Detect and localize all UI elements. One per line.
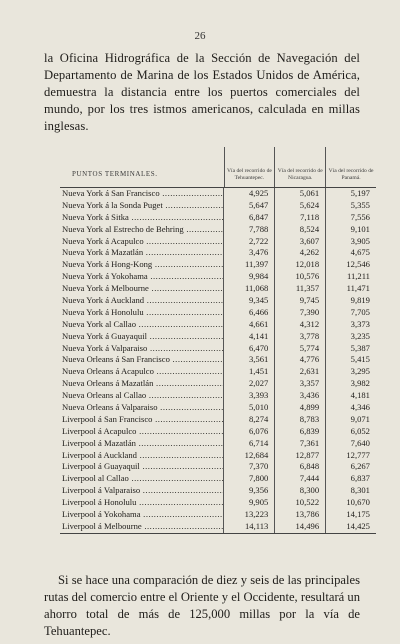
table-row <box>60 295 376 307</box>
tehuantepec-cell: 6,076 <box>223 426 274 438</box>
panama-cell: 4,675 <box>325 247 376 259</box>
panama-cell: 6,052 <box>325 426 376 438</box>
table-row <box>60 354 376 366</box>
panama-cell: 11,471 <box>325 283 376 295</box>
nicaragua-cell: 7,118 <box>274 212 325 224</box>
tehuantepec-cell: 7,800 <box>223 473 274 485</box>
tehuantepec-cell: 8,274 <box>223 414 274 426</box>
page-number: 26 <box>194 30 206 42</box>
nicaragua-cell: 6,848 <box>274 461 325 473</box>
route-cell: Nueva York á Guayaquil ..... <box>60 331 223 343</box>
tehuantepec-cell: 6,714 <box>223 438 274 450</box>
nicaragua-cell: 7,390 <box>274 307 325 319</box>
route-cell: Liverpool á Melbourne ..... <box>60 521 223 533</box>
header-nicaragua: Vía del recorrido de Nicaragua. <box>274 147 325 187</box>
tehuantepec-cell: 9,984 <box>223 271 274 283</box>
nicaragua-cell: 8,524 <box>274 224 325 236</box>
tehuantepec-cell: 6,470 <box>223 343 274 355</box>
route-cell: Nueva York á Yokohama ..... <box>60 271 223 283</box>
table-row <box>60 343 376 355</box>
panama-cell: 9,101 <box>325 224 376 236</box>
route-cell: Nueva York á Melbourne ..... <box>60 283 223 295</box>
header-terminal-points: PUNTOS TERMINALES. <box>72 169 158 178</box>
panama-cell: 4,181 <box>325 390 376 402</box>
table-row <box>60 271 376 283</box>
nicaragua-cell: 8,300 <box>274 485 325 497</box>
panama-cell: 3,295 <box>325 366 376 378</box>
tehuantepec-cell: 4,925 <box>223 188 274 200</box>
tehuantepec-cell: 6,466 <box>223 307 274 319</box>
nicaragua-cell: 4,262 <box>274 247 325 259</box>
route-cell: Nueva Orleans á Acapulco ..... <box>60 366 223 378</box>
tehuantepec-cell: 2,722 <box>223 236 274 248</box>
table-row <box>60 426 376 438</box>
tehuantepec-cell: 1,451 <box>223 366 274 378</box>
panama-cell: 5,197 <box>325 188 376 200</box>
tehuantepec-cell: 14,113 <box>223 521 274 533</box>
table-header <box>60 147 376 188</box>
route-cell: Nueva York á Valparaiso ..... <box>60 343 223 355</box>
tehuantepec-cell: 9,356 <box>223 485 274 497</box>
panama-cell: 3,982 <box>325 378 376 390</box>
nicaragua-cell: 14,496 <box>274 521 325 533</box>
table-row <box>60 224 376 236</box>
nicaragua-cell: 4,776 <box>274 354 325 366</box>
nicaragua-cell: 9,745 <box>274 295 325 307</box>
nicaragua-cell: 12,877 <box>274 450 325 462</box>
panama-cell: 10,670 <box>325 497 376 509</box>
nicaragua-cell: 3,778 <box>274 331 325 343</box>
route-cell: Nueva York á Acapulco ..... <box>60 236 223 248</box>
panama-cell: 3,235 <box>325 331 376 343</box>
nicaragua-cell: 10,576 <box>274 271 325 283</box>
table-row <box>60 200 376 212</box>
route-cell: Liverpool á Valparaiso ..... <box>60 485 223 497</box>
nicaragua-cell: 5,061 <box>274 188 325 200</box>
panama-cell: 14,175 <box>325 509 376 521</box>
panama-cell: 7,705 <box>325 307 376 319</box>
route-cell: Nueva Orleans á Valparaiso ..... <box>60 402 223 414</box>
table-row <box>60 247 376 259</box>
nicaragua-cell: 12,018 <box>274 259 325 271</box>
panama-cell: 8,301 <box>325 485 376 497</box>
nicaragua-cell: 3,607 <box>274 236 325 248</box>
route-cell: Nueva York á Auckland ..... <box>60 295 223 307</box>
route-cell: Nueva York á Sitka ..... <box>60 212 223 224</box>
route-cell: Liverpool á Auckland ..... <box>60 450 223 462</box>
table-row <box>60 378 376 390</box>
tehuantepec-cell: 12,684 <box>223 450 274 462</box>
route-cell: Nueva Orleans á Mazatlán ..... <box>60 378 223 390</box>
tehuantepec-cell: 3,393 <box>223 390 274 402</box>
table-row <box>60 212 376 224</box>
panama-cell: 6,267 <box>325 461 376 473</box>
tehuantepec-cell: 9,905 <box>223 497 274 509</box>
tehuantepec-cell: 11,068 <box>223 283 274 295</box>
panama-cell: 11,211 <box>325 271 376 283</box>
panama-cell: 14,425 <box>325 521 376 533</box>
panama-cell: 5,387 <box>325 343 376 355</box>
table-row <box>60 307 376 319</box>
panama-cell: 12,777 <box>325 450 376 462</box>
tehuantepec-cell: 13,223 <box>223 509 274 521</box>
nicaragua-cell: 3,357 <box>274 378 325 390</box>
route-cell: Nueva York á Honolulu ..... <box>60 307 223 319</box>
table-row <box>60 283 376 295</box>
table-row <box>60 473 376 485</box>
nicaragua-cell: 6,839 <box>274 426 325 438</box>
nicaragua-cell: 4,899 <box>274 402 325 414</box>
table-row <box>60 402 376 414</box>
nicaragua-cell: 7,361 <box>274 438 325 450</box>
nicaragua-cell: 2,631 <box>274 366 325 378</box>
table-row <box>60 188 376 200</box>
panama-cell: 6,837 <box>325 473 376 485</box>
route-cell: Liverpool á Honolulu ..... <box>60 497 223 509</box>
panama-cell: 3,905 <box>325 236 376 248</box>
tehuantepec-cell: 5,010 <box>223 402 274 414</box>
nicaragua-cell: 10,522 <box>274 497 325 509</box>
nicaragua-cell: 3,436 <box>274 390 325 402</box>
route-cell: Liverpool á Acapulco ..... <box>60 426 223 438</box>
nicaragua-cell: 5,774 <box>274 343 325 355</box>
nicaragua-cell: 5,624 <box>274 200 325 212</box>
tehuantepec-cell: 4,661 <box>223 319 274 331</box>
table-row <box>60 331 376 343</box>
tehuantepec-cell: 7,788 <box>223 224 274 236</box>
table-row <box>60 366 376 378</box>
route-cell: Nueva Orleans á San Francisco ..... <box>60 354 223 366</box>
tehuantepec-cell: 3,561 <box>223 354 274 366</box>
tehuantepec-cell: 3,476 <box>223 247 274 259</box>
panama-cell: 12,546 <box>325 259 376 271</box>
table-row <box>60 236 376 248</box>
table-row <box>60 319 376 331</box>
route-cell: Nueva York á Hong-Kong ..... <box>60 259 223 271</box>
table-row <box>60 438 376 450</box>
tehuantepec-cell: 5,647 <box>223 200 274 212</box>
panama-cell: 4,346 <box>325 402 376 414</box>
route-cell: Liverpool á Mazatlán ..... <box>60 438 223 450</box>
tehuantepec-cell: 11,397 <box>223 259 274 271</box>
header-tehuantepec: Vía del recorrido de Tehuantepec. <box>224 147 275 187</box>
table-row <box>60 259 376 271</box>
panama-cell: 9,819 <box>325 295 376 307</box>
nicaragua-cell: 4,312 <box>274 319 325 331</box>
route-cell: Nueva Orleans al Callao ..... <box>60 390 223 402</box>
route-cell: Nueva York á la Sonda Puget ..... <box>60 200 223 212</box>
table-row <box>60 497 376 509</box>
route-cell: Liverpool á San Francisco ..... <box>60 414 223 426</box>
panama-cell: 9,071 <box>325 414 376 426</box>
panama-cell: 7,640 <box>325 438 376 450</box>
nicaragua-cell: 7,444 <box>274 473 325 485</box>
table-body <box>60 188 376 534</box>
route-cell: Nueva York al Callao ..... <box>60 319 223 331</box>
panama-cell: 5,355 <box>325 200 376 212</box>
distance-table <box>60 147 376 534</box>
route-cell: Nueva York al Estrecho de Behring ..... <box>60 224 223 236</box>
closing-paragraph: Si se hace una comparación de diez y seis de las principales rutas del comercio entre el Oriente y el Occidente, resultará un ahorro total de más de 125,000 millas por la vía de Tehuantepec. <box>44 573 360 638</box>
tehuantepec-cell: 4,141 <box>223 331 274 343</box>
table-row <box>60 414 376 426</box>
route-cell: Liverpool á Guayaquil ..... <box>60 461 223 473</box>
table-row <box>60 450 376 462</box>
route-cell: Liverpool al Callao ..... <box>60 473 223 485</box>
table-row <box>60 509 376 521</box>
header-panama: Vía del recorrido de Panamá. <box>325 147 376 187</box>
nicaragua-cell: 13,786 <box>274 509 325 521</box>
panama-cell: 3,373 <box>325 319 376 331</box>
table-row <box>60 485 376 497</box>
intro-paragraph: la Oficina Hidrográfica de la Sección de Navegación del Departamento de Marina de los Estados Unidos de América, demuestra la distancia entre los puertos comerciales del mundo, por los tres istmos americanos, calculada en millas inglesas. <box>44 51 360 133</box>
table-row <box>60 461 376 473</box>
nicaragua-cell: 11,357 <box>274 283 325 295</box>
panama-cell: 5,415 <box>325 354 376 366</box>
table-row <box>60 390 376 402</box>
nicaragua-cell: 8,783 <box>274 414 325 426</box>
tehuantepec-cell: 6,847 <box>223 212 274 224</box>
table-row <box>60 521 376 533</box>
route-cell: Nueva York á Mazatlán ..... <box>60 247 223 259</box>
tehuantepec-cell: 9,345 <box>223 295 274 307</box>
route-cell: Nueva York á San Francisco ..... <box>60 188 223 200</box>
panama-cell: 7,556 <box>325 212 376 224</box>
tehuantepec-cell: 2,027 <box>223 378 274 390</box>
tehuantepec-cell: 7,370 <box>223 461 274 473</box>
route-cell: Liverpool á Yokohama ..... <box>60 509 223 521</box>
